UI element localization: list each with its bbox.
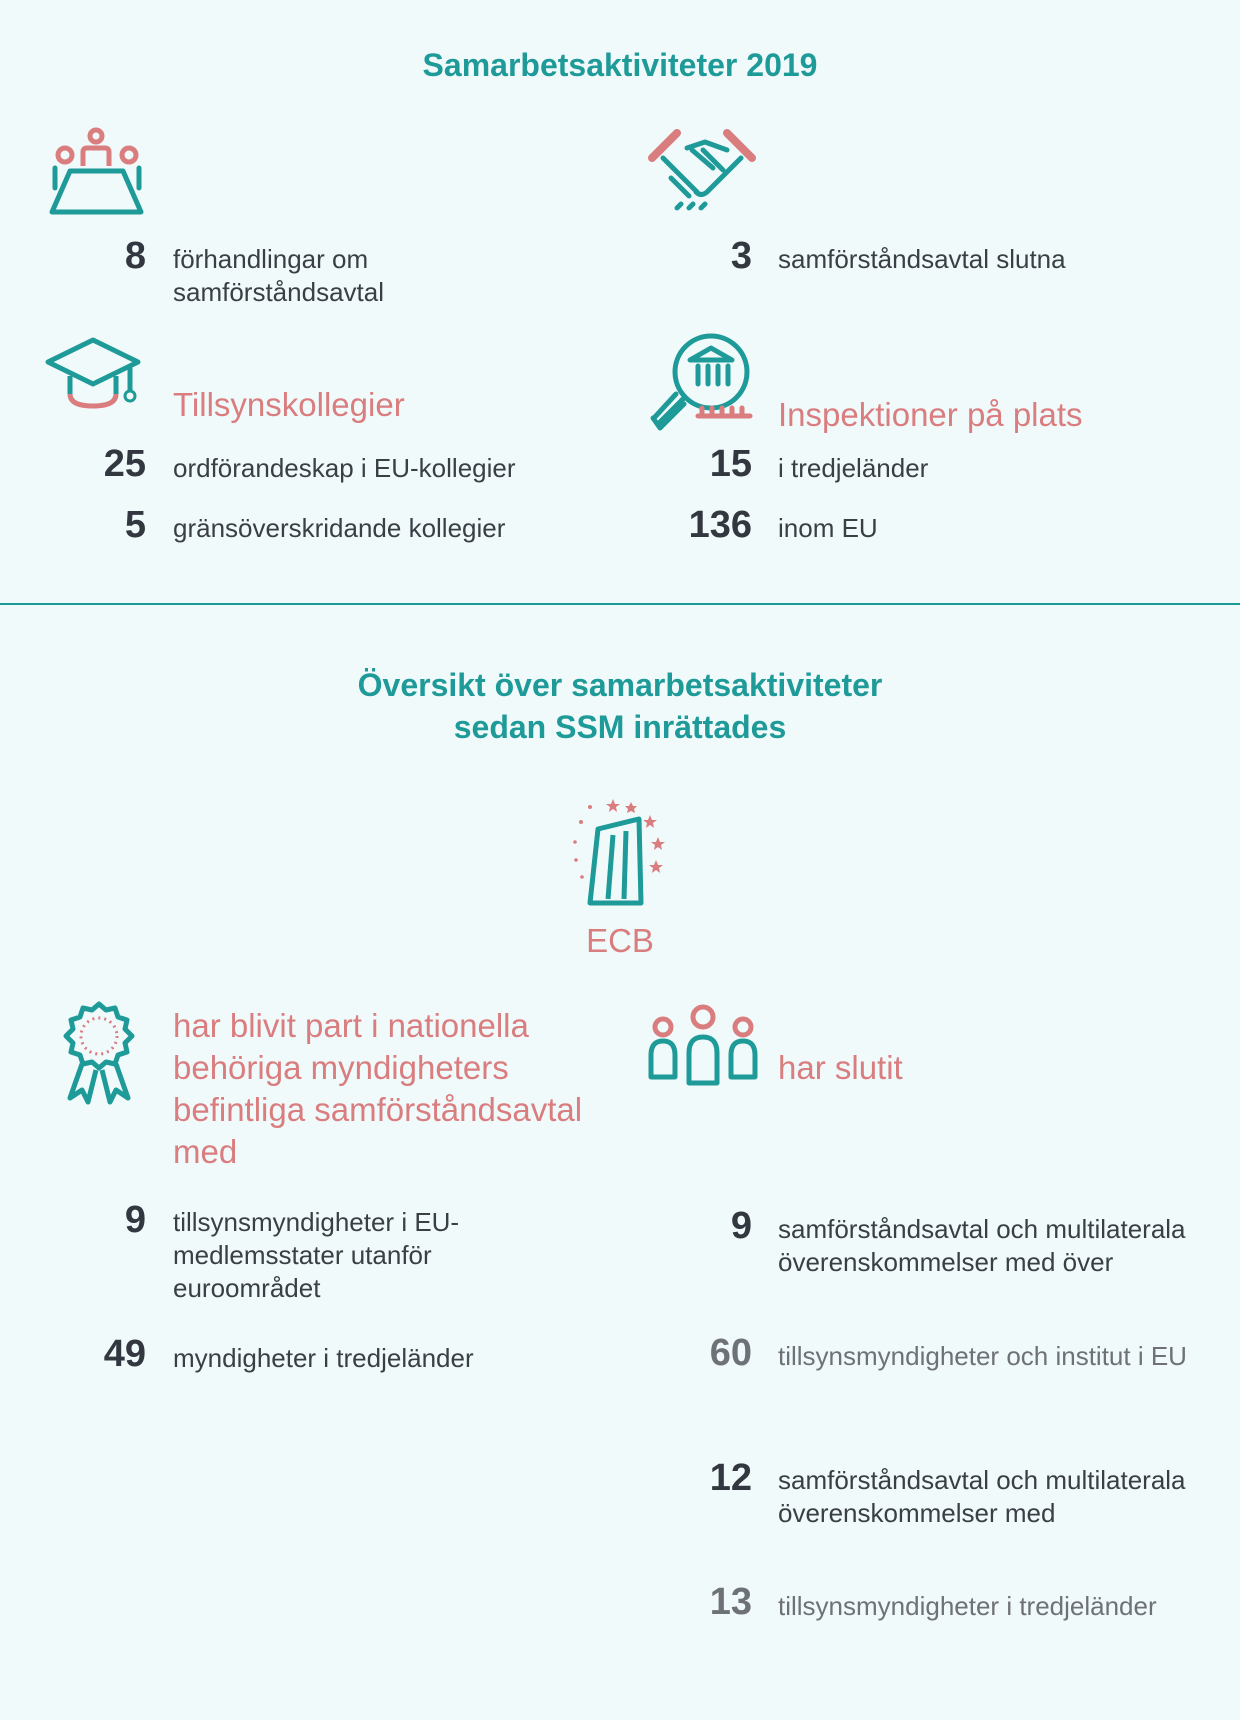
concluded-mou-eu-value: 9: [730, 1205, 752, 1247]
inspections-eu-label: inom EU: [778, 513, 878, 543]
colleges-crossborder-value: 5: [124, 504, 146, 546]
concluded-mou-eu-label: samförståndsavtal och multilaterala överenskommelser med över: [778, 1214, 1186, 1277]
concluded-authorities-eu-label: tillsynsmyndigheter och institut i EU: [778, 1341, 1187, 1371]
joined-third-label: myndigheter i tredjeländer: [173, 1343, 474, 1373]
negotiations-label: förhandlingar om samförståndsavtal: [173, 244, 384, 307]
overview-title-line1: Översikt över samarbetsaktiviteter: [357, 667, 883, 703]
joined-eu-label: tillsynsmyndigheter i EU-medlemsstater utanför euroområdet: [173, 1207, 460, 1303]
colleges-crossborder-label: gränsöverskridande kollegier: [173, 513, 506, 543]
concluded-authorities-eu-value: 60: [709, 1332, 752, 1374]
joined-eu-value: 9: [124, 1199, 146, 1241]
overview-title-line2: sedan SSM inrättades: [453, 709, 787, 745]
joined-heading: har blivit part i nationella behöriga myndigheters befintliga samförståndsavtal med: [173, 1007, 583, 1170]
mou-concluded-value: 3: [730, 235, 752, 277]
award-ribbon-icon: [62, 1002, 136, 1106]
meeting-table-icon: [50, 126, 145, 216]
graduation-cap-icon: [48, 336, 148, 426]
ecb-building-icon: [568, 795, 674, 907]
mou-concluded-label: samförståndsavtal slutna: [778, 244, 1066, 274]
concluded-mou-third-label: samförståndsavtal och multilaterala överenskommelser med: [778, 1465, 1186, 1528]
inspections-eu-value: 136: [688, 504, 752, 546]
inspections-third-label: i tredjeländer: [778, 453, 929, 483]
section-2019-title: Samarbetsaktiviteter 2019: [422, 47, 818, 83]
inspections-heading: Inspektioner på plats: [778, 396, 1083, 433]
colleges-chairs-label: ordförandeskap i EU-kollegier: [173, 453, 516, 483]
section-divider: [0, 603, 1240, 605]
handshake-icon: [647, 128, 757, 210]
colleges-heading: Tillsynskollegier: [173, 386, 405, 423]
concluded-mou-third-value: 12: [709, 1457, 752, 1499]
inspections-third-value: 15: [709, 443, 752, 485]
ecb-label: ECB: [586, 922, 654, 959]
concluded-authorities-third-label: tillsynsmyndigheter i tredjeländer: [778, 1591, 1157, 1621]
concluded-heading: har slutit: [778, 1049, 903, 1086]
colleges-chairs-value: 25: [103, 443, 146, 485]
negotiations-value: 8: [124, 235, 146, 277]
magnifier-bank-icon: [650, 332, 755, 435]
people-group-icon: [648, 1005, 758, 1090]
concluded-authorities-third-value: 13: [709, 1581, 752, 1623]
joined-third-value: 49: [103, 1333, 146, 1375]
